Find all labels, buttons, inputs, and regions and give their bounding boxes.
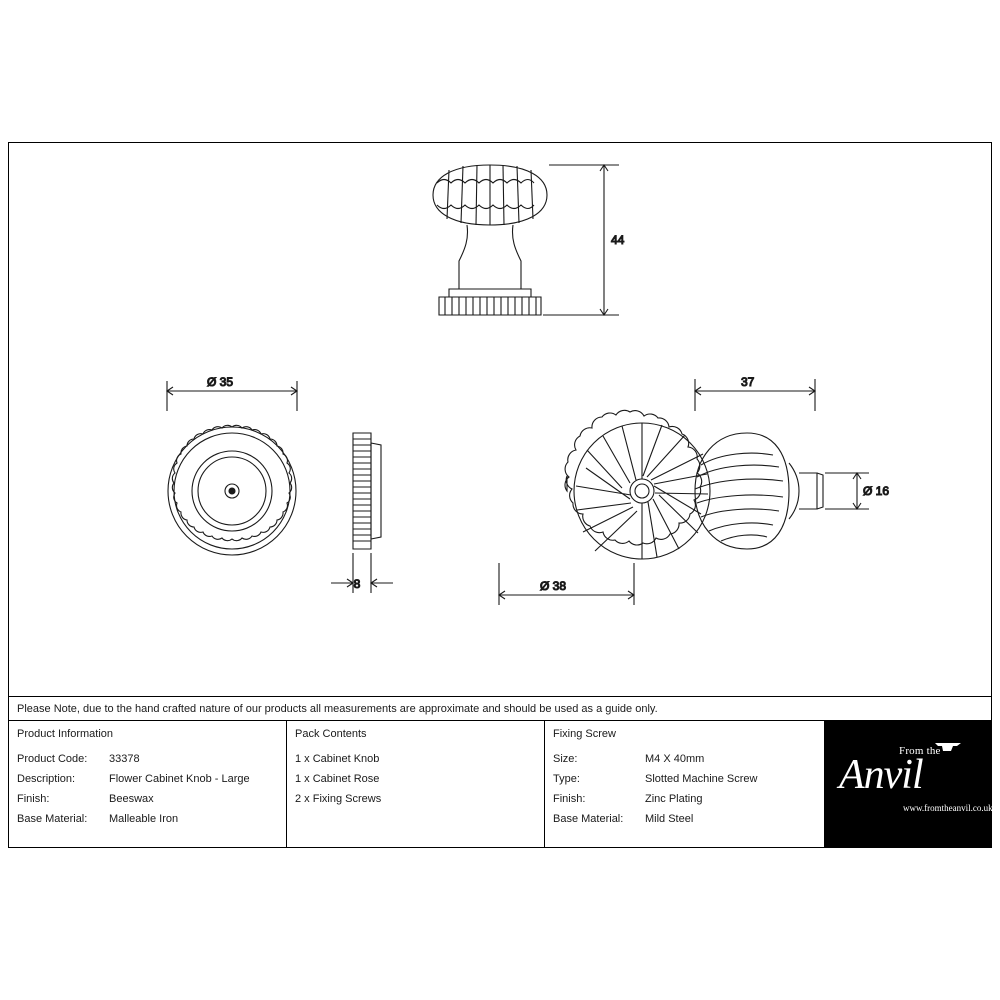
screw-type-row — [553, 772, 816, 786]
dimension-label-37: 37 — [741, 375, 755, 389]
description-row — [17, 772, 278, 786]
finish-row — [17, 792, 278, 806]
screw-finish-value: Zinc Plating — [645, 793, 703, 805]
dimension-knob-dia-38 — [499, 563, 634, 605]
knob-front-view — [565, 410, 710, 559]
finish-value: Beeswax — [109, 793, 154, 805]
dimension-label-8: 8 — [353, 577, 361, 591]
pack-contents-heading: Pack Contents — [295, 728, 367, 740]
pack-contents-item: 1 x Cabinet Rose — [295, 773, 380, 785]
product-information-column — [9, 721, 287, 848]
rose-front-view — [168, 425, 296, 555]
pack-contents-column — [287, 721, 545, 848]
screw-size-row — [553, 752, 816, 766]
dimension-label-44: 44 — [611, 233, 625, 247]
product-code-value: 33378 — [109, 753, 140, 765]
base-material-row — [17, 812, 278, 826]
logo-website-url: www.fromtheanvil.co.uk — [903, 803, 993, 813]
dimension-thickness-8 — [331, 553, 393, 593]
rose-side-view — [353, 433, 381, 549]
dimension-stem-dia-16 — [825, 473, 889, 509]
screw-base-material-row — [553, 812, 816, 826]
product-drawings-svg — [9, 143, 991, 696]
screw-type-value: Slotted Machine Screw — [645, 773, 758, 785]
dimension-projection-37 — [695, 375, 815, 411]
pack-contents-item: 2 x Fixing Screws — [295, 793, 382, 805]
base-material-label: Base Material: — [17, 813, 88, 825]
brand-logo-panel — [825, 721, 991, 848]
dimension-label-dia-38: Ø 38 — [540, 579, 567, 593]
product-code-row — [17, 752, 278, 766]
anvil-icon — [933, 739, 963, 753]
base-material-value: Malleable Iron — [109, 813, 179, 825]
measurement-note: Please Note, due to the hand crafted nature of our products all measurements are approximate and should be used as a guide only. — [9, 696, 991, 721]
fixing-screw-column — [545, 721, 825, 848]
finish-label: Finish: — [17, 793, 50, 805]
screw-finish-row — [553, 792, 816, 806]
screw-base-material-value: Mild Steel — [645, 813, 694, 825]
knob-side-perspective-view — [695, 433, 823, 549]
screw-size-value: M4 X 40mm — [645, 753, 705, 765]
dimension-height-44 — [543, 165, 625, 315]
dimension-rose-dia-35 — [167, 375, 297, 411]
dimension-label-dia-35: Ø 35 — [207, 375, 234, 389]
dimension-label-dia-16: Ø 16 — [863, 484, 890, 498]
pack-contents-item: 1 x Cabinet Knob — [295, 753, 380, 765]
screw-base-material-label: Base Material: — [553, 813, 624, 825]
product-code-label: Product Code: — [17, 753, 88, 765]
screw-finish-label: Finish: — [553, 793, 586, 805]
description-value: Flower Cabinet Knob - Large — [109, 773, 250, 785]
description-label: Description: — [17, 773, 76, 785]
screw-size-label: Size: — [553, 753, 578, 765]
screw-type-label: Type: — [553, 773, 580, 785]
info-row — [9, 721, 991, 848]
fixing-screw-heading: Fixing Screw — [553, 728, 616, 740]
drawing-area — [9, 143, 991, 696]
product-information-heading: Product Information — [17, 728, 113, 740]
logo-anvil-text: Anvil — [839, 752, 923, 798]
technical-drawing-sheet — [8, 142, 992, 848]
knob-side-elevation — [433, 165, 547, 315]
logo-from-the-text: From the — [899, 745, 941, 757]
